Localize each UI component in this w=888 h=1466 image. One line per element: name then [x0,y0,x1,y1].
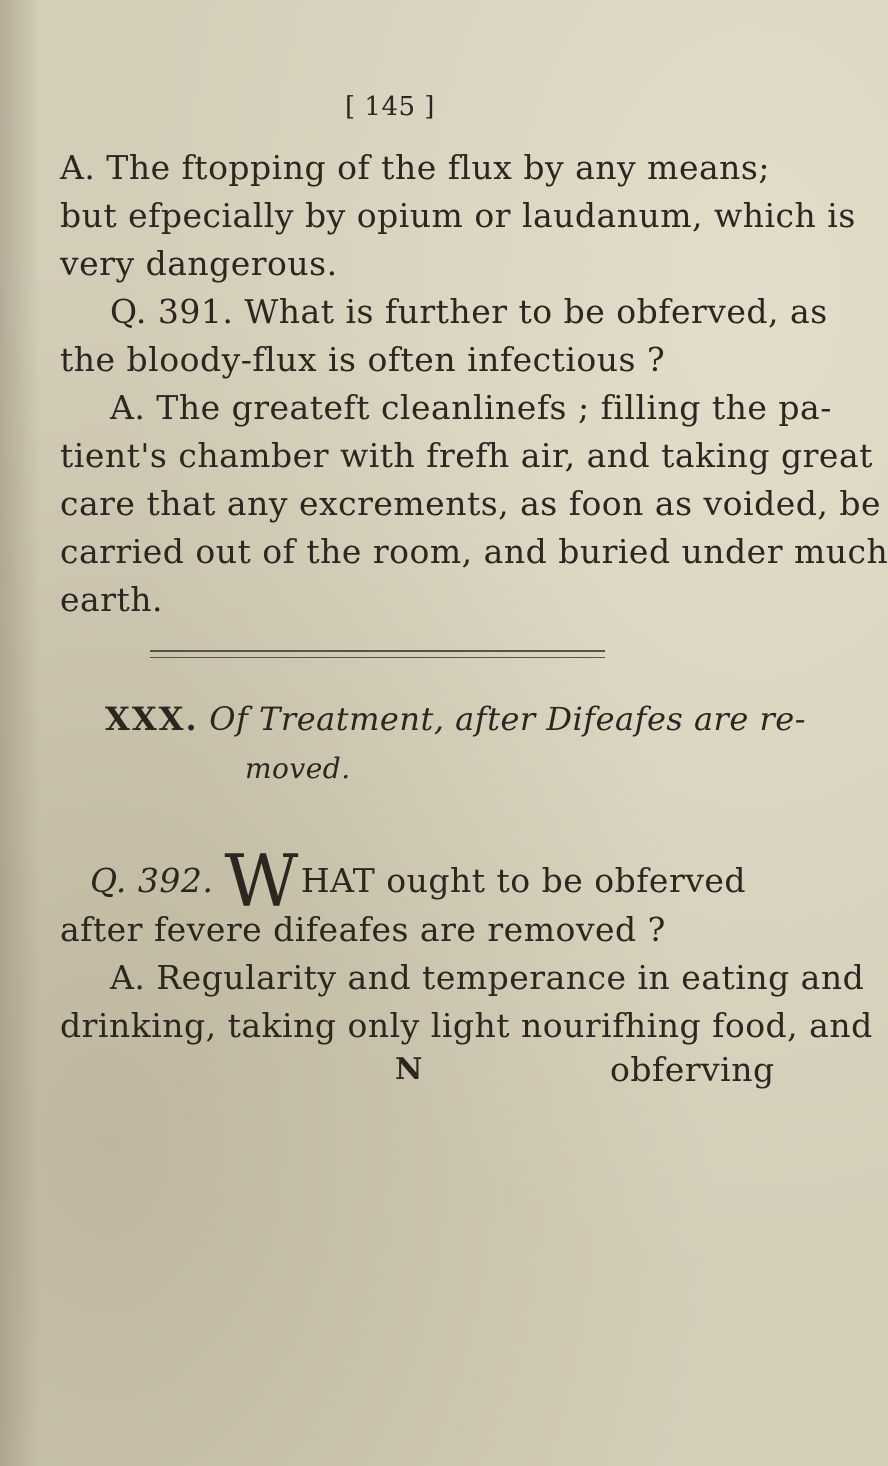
question-label: Q. 392. [90,861,214,900]
chapter-heading [105,700,806,738]
text-line: carried out of the room, and buried under much [60,532,888,571]
page-number: [ 145 ] [345,92,435,122]
text-line: care that any excrements, as foon as voided, be [60,484,881,523]
chapter-number: XXX. [105,700,199,738]
text-line: A. The greateft cleanlinefs ; filling the pa- [110,388,832,427]
text-line: earth. [60,580,163,619]
question-first-word: HAT [300,861,376,900]
chapter-title-continued: moved. [245,752,351,785]
text-line: the bloody-flux is often infectious ? [60,340,666,379]
text-line: very dangerous. [60,244,338,283]
question-text: ought to be obferved [386,861,747,900]
text-line: but efpecially by opium or laudanum, which is [60,196,856,235]
signature-mark: N [395,1052,423,1087]
catchword: obferving [610,1050,775,1089]
text-line: Q. 391. What is further to be obferved, as [110,292,828,331]
text-line: drinking, taking only light nourifhing food, and [60,1006,873,1045]
text-line: A. The ftopping of the flux by any means; [60,148,770,187]
text-line: after fevere difeafes are removed ? [60,910,666,949]
question-line [90,839,747,923]
text-line: A. Regularity and temperance in eating and [110,958,865,997]
chapter-title: Of Treatment, after Difeafes are re- [209,700,806,738]
text-line: tient's chamber with frefh air, and taking great [60,436,873,475]
drop-cap: W [224,839,299,923]
section-rule [150,650,605,658]
